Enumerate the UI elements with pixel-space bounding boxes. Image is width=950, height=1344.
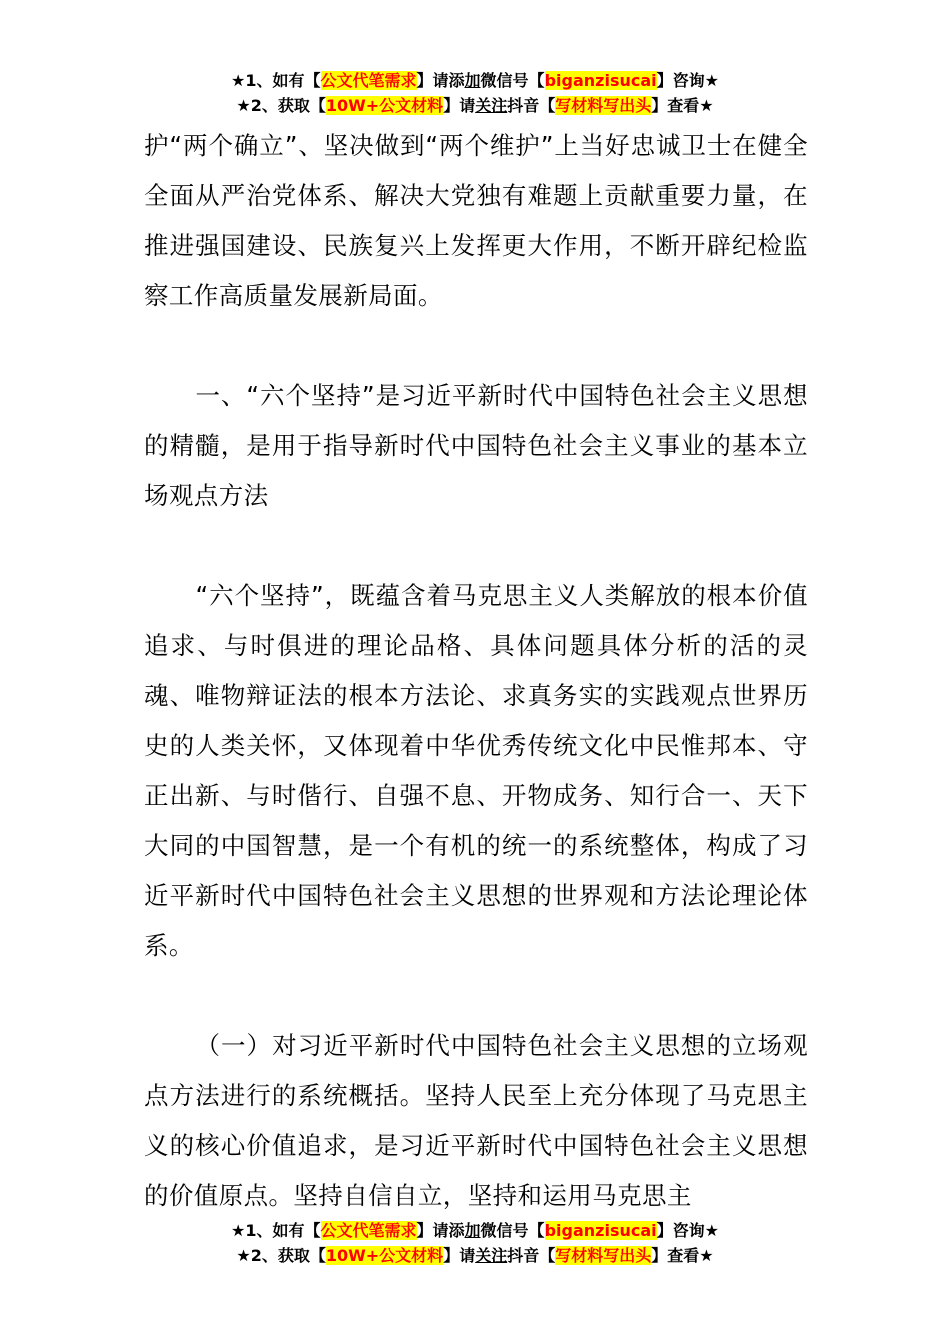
highlight-service: 公文代笔需求 [320, 1221, 417, 1240]
highlight-materials: 10W+公文材料 [325, 96, 444, 115]
promo-line-1: ★1、如有【公文代笔需求】请添加微信号【biganzisucai】咨询★ [231, 1221, 719, 1240]
promo-line-2: ★2、获取【10W+公文材料】请关注抖音【写材料写出头】查看★ [236, 1246, 714, 1265]
promo-line-1: ★1、如有【公文代笔需求】请添加微信号【biganzisucai】咨询★ [231, 71, 719, 90]
promo-banner-bottom [0, 1218, 950, 1268]
paragraph-gap [144, 971, 808, 1021]
highlight-wechat-id: biganzisucai [544, 71, 657, 90]
highlight-douyin: 写材料写出头 [555, 96, 652, 115]
promo-line-2: ★2、获取【10W+公文材料】请关注抖音【写材料写出头】查看★ [236, 96, 714, 115]
paragraph-gap [144, 521, 808, 571]
paragraph-continuation: 护“两个确立”、坚决做到“两个维护”上当好忠诚卫士在健全全面从严治党体系、解决大党独有难题上贡献重要力量，在推进强国建设、民族复兴上发挥更大作用，不断开辟纪检监察工作高质量发展新局面。 [144, 131, 808, 310]
document-body [144, 121, 808, 1221]
paragraph: “六个坚持”，既蕴含着马克思主义人类解放的根本价值追求、与时俱进的理论品格、具体问题具体分析的活的灵魂、唯物辩证法的根本方法论、求真务实的实践观点世界历史的人类关怀，又体现着中华优秀传统文化中民惟邦本、守正出新、与时偕行、自强不息、开物成务、知行合一、天下大同的中国智慧，是一个有机的统一的系统整体，构成了习近平新时代中国特色社会主义思想的世界观和方法论理论体系。 [144, 581, 808, 960]
paragraph-gap [144, 321, 808, 371]
highlight-materials: 10W+公文材料 [325, 1246, 444, 1265]
highlight-wechat-id: biganzisucai [544, 1221, 657, 1240]
section-heading: 一、“六个坚持”是习近平新时代中国特色社会主义思想的精髓，是用于指导新时代中国特色社会主义事业的基本立场观点方法 [144, 381, 808, 510]
highlight-service: 公文代笔需求 [320, 71, 417, 90]
promo-banner-top [0, 68, 950, 118]
paragraph: （一）对习近平新时代中国特色社会主义思想的立场观点方法进行的系统概括。坚持人民至上充分体现了马克思主义的核心价值追求，是习近平新时代中国特色社会主义思想的价值原点。坚持自信自立，坚持和运用马克思主 [144, 1031, 808, 1210]
highlight-douyin: 写材料写出头 [555, 1246, 652, 1265]
